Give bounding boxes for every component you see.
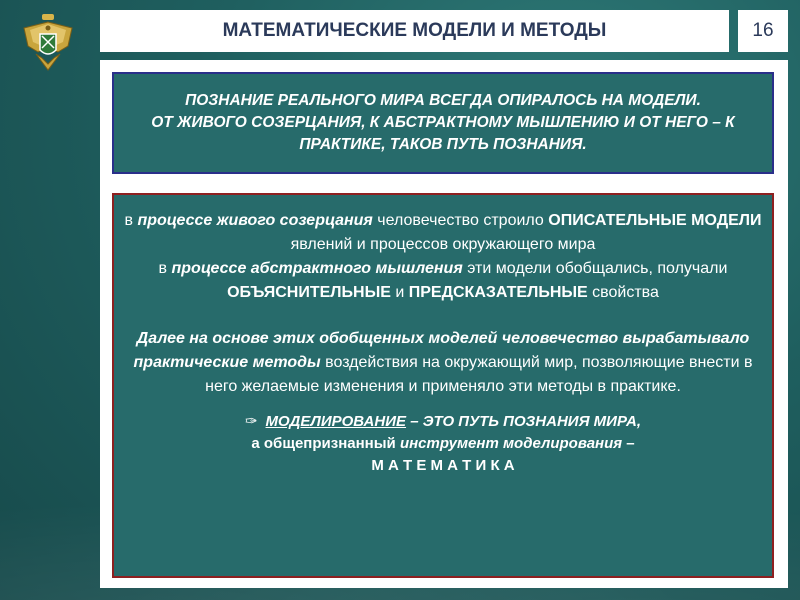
p1-a: в xyxy=(124,212,138,229)
p2-e: и xyxy=(390,284,409,301)
conclusion-term: МОДЕЛИРОВАНИЕ xyxy=(265,413,407,430)
intro-line-1: ПОЗНАНИЕ РЕАЛЬНОГО МИРА ВСЕГДА ОПИРАЛОСЬ НА МОДЕЛИ. xyxy=(185,92,701,109)
intro-box xyxy=(112,72,774,174)
paragraph-descriptive xyxy=(124,209,762,257)
intro-line-2: ОТ ЖИВОГО СОЗЕРЦАНИЯ, К АБСТРАКТНОМУ МЫШЛЕНИЮ И ОТ НЕГО – К ПРАКТИКЕ, ТАКОВ ПУТЬ ПОЗНАНИЯ. xyxy=(151,114,735,153)
conclusion xyxy=(124,411,762,477)
p2-g: свойства xyxy=(587,284,659,301)
page-title-text: МАТЕМАТИЧЕСКИЕ МОДЕЛИ И МЕТОДЫ xyxy=(222,20,607,41)
p1-c: человечество строило xyxy=(372,212,549,229)
p1-b: процессе живого созерцания xyxy=(137,212,373,229)
conclusion-line-3: М А Т Е М А Т И К А xyxy=(371,457,515,474)
conclusion-line2-a: а общепризнанный xyxy=(251,435,400,452)
paragraph-abstract xyxy=(124,257,762,305)
body-box xyxy=(112,193,774,578)
paragraph-practice xyxy=(124,327,762,399)
conclusion-dash: – ЭТО ПУТЬ ПОЗНАНИЯ МИРА, xyxy=(406,413,642,430)
p2-d: ОБЪЯСНИТЕЛЬНЫЕ xyxy=(227,284,391,301)
conclusion-line2-b: инструмент моделирования xyxy=(399,435,623,452)
p3-a: Далее на основе этих обобщенных моделей человечество вырабатывало практические методы xyxy=(133,330,750,371)
p2-f: ПРЕДСКАЗАТЕЛЬНЫЕ xyxy=(408,284,588,301)
p2-a: в xyxy=(158,260,172,277)
conclusion-line-2 xyxy=(124,433,762,455)
eagle-emblem-icon xyxy=(20,12,76,76)
p3-b: воздействия на окружающий мир, позволяющие внести в него желаемые изменения и применяло эти методы в практике. xyxy=(205,354,753,395)
conclusion-line2-c: – xyxy=(622,435,635,452)
p1-d: ОПИСАТЕЛЬНЫЕ МОДЕЛИ xyxy=(548,212,762,229)
p2-b: процессе абстрактного мышления xyxy=(171,260,463,277)
conclusion-line-1 xyxy=(124,411,762,433)
page-number-text: 16 xyxy=(752,20,774,41)
pencil-arrow-icon: ✑ xyxy=(244,413,258,430)
p2-c: эти модели обобщались, получали xyxy=(462,260,728,277)
content-panel xyxy=(100,60,788,588)
page-title xyxy=(100,10,729,52)
page-number xyxy=(738,10,788,52)
p1-e: явлений и процессов окружающего мира xyxy=(290,236,596,253)
